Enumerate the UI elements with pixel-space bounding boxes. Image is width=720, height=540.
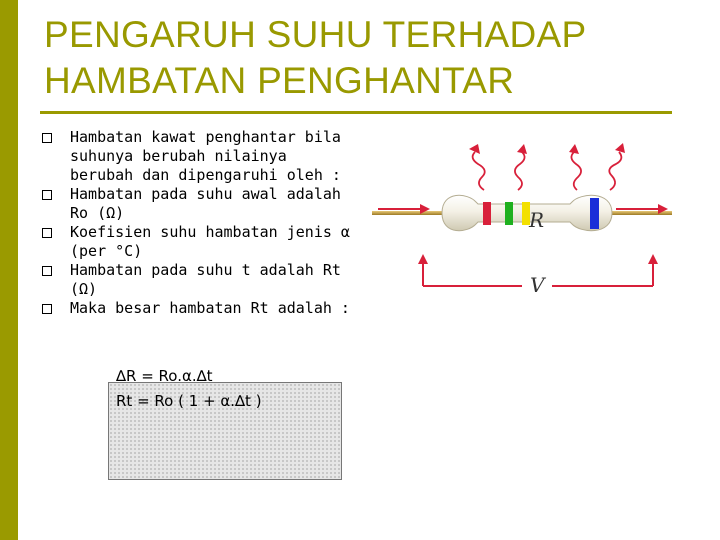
bullet-item [40, 299, 358, 318]
title-line-1: PENGARUH SUHU TERHADAP [44, 14, 587, 55]
bullet-text: Hambatan kawat penghantar bila suhunya berubah nilainya berubah dan dipengaruhi oleh : [70, 128, 341, 184]
formula-rt: Rt = Ro ( 1 + α.∆t ) [116, 392, 262, 410]
square-bullet-icon [42, 228, 52, 238]
bullet-list [40, 128, 358, 318]
heat-arrow-icon [469, 144, 485, 190]
left-lead-wire [372, 211, 442, 215]
bullet-text: Koefisien suhu hambatan jenis α (per °C) [70, 223, 350, 260]
heat-arrow-icon [569, 144, 581, 190]
square-bullet-icon [42, 133, 52, 143]
formula-delta-r: ∆R = Ro.α.∆t [116, 367, 213, 385]
square-bullet-icon [42, 190, 52, 200]
heat-arrow-icon [609, 143, 625, 190]
square-bullet-icon [42, 266, 52, 276]
bullet-text: Hambatan pada suhu awal adalah Ro (Ω) [70, 185, 341, 222]
bullet-item [40, 128, 358, 185]
band-red [483, 202, 491, 225]
square-bullet-icon [42, 304, 52, 314]
bullet-item [40, 185, 358, 223]
resistor-diagram [372, 140, 672, 300]
resistor-label: R [529, 208, 545, 232]
slide-title [44, 12, 684, 104]
bullet-item [40, 223, 358, 261]
bullet-text: Hambatan pada suhu t adalah Rt (Ω) [70, 261, 341, 298]
band-blue [590, 198, 599, 229]
bullet-item [40, 261, 358, 299]
bullet-text: Maka besar hambatan Rt adalah : [70, 299, 350, 317]
title-underline [40, 111, 672, 114]
band-green [505, 202, 513, 225]
side-accent-bar [0, 0, 18, 540]
title-line-2: HAMBATAN PENGHANTAR [44, 60, 515, 101]
voltage-label: V [530, 273, 545, 297]
heat-arrow-icon [515, 144, 527, 190]
